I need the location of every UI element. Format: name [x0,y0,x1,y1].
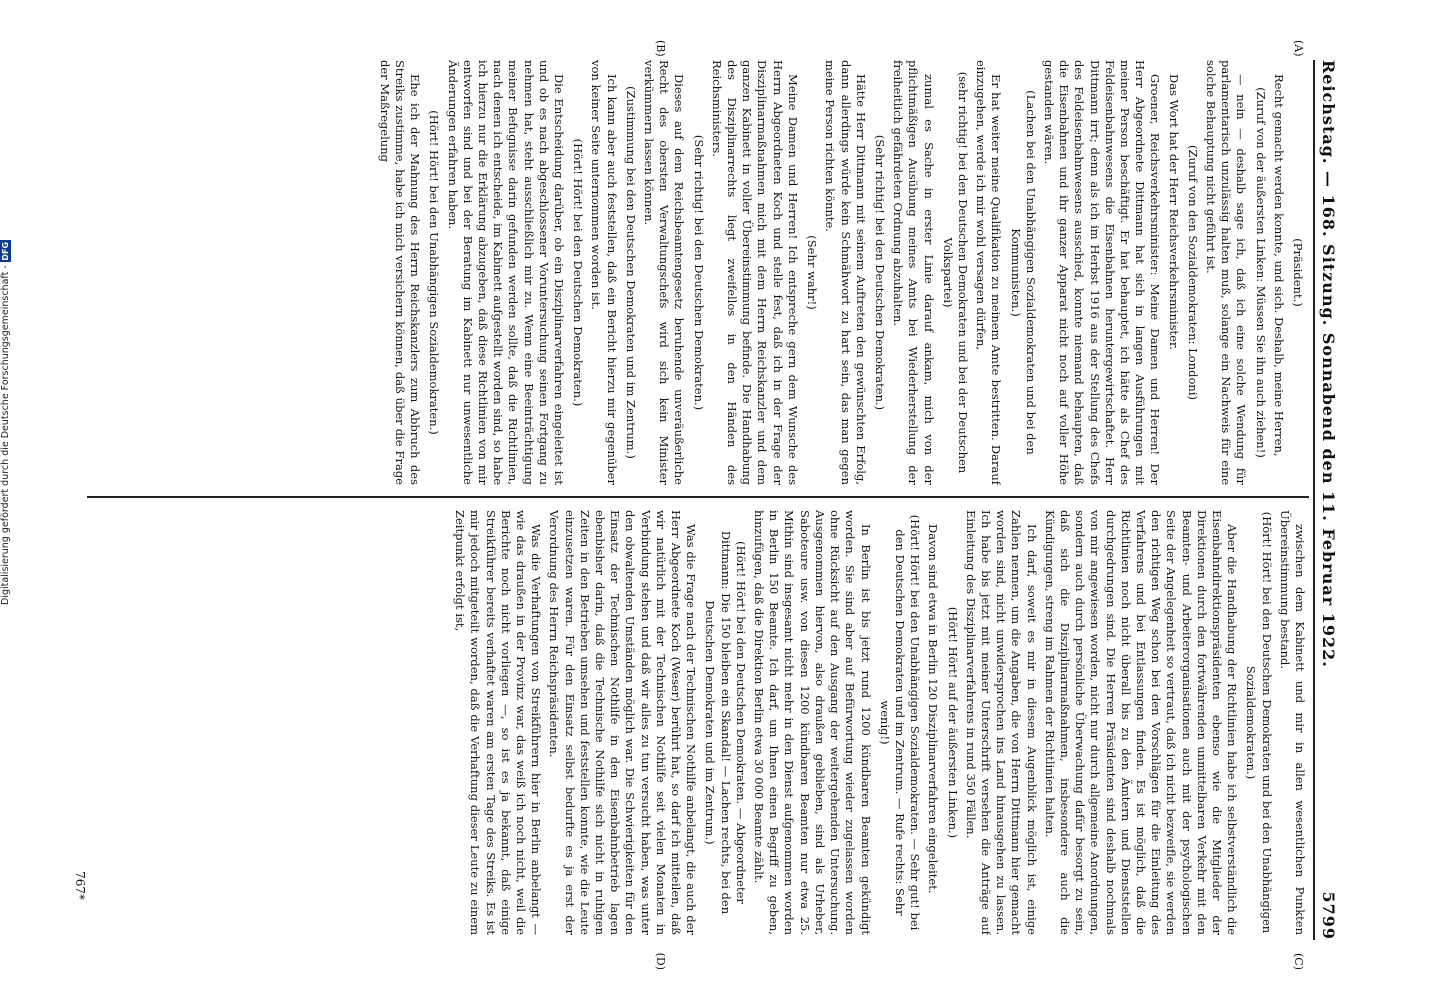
right-paragraph: Ich darf, soweit es mir in diesem Augenblick möglich ist, einige Zahlen nennen, um die Angaben, die von Herrn Dittmann hier gemacht worden sind, nicht unwidersprochen ins Land hinausgehen zu lassen. Ich habe bis jetzt mit meiner Unterschrift versehen die Anträge auf Einleitung des Disziplinarverfahrens in rund 350 Fällen. [963,510,1039,935]
marker-d: (D) [654,952,667,970]
page-number: 5799 [1319,891,1338,940]
right-paragraph: Aber die Handhabung der Richtlinien habe ich selbstverständlich die Eisenbahndirektionspräsidenten ebenso wie die Mitglieder der Direktionen durch den fortwährenden unmittelbaren Verkehr mit den Beamten- und Arbeiterorganisationen auch mit der psychologischen Seite der Angelegenheit so vertraut, daß ich nicht bezweifle, sie werden den richtigen Weg schon bei den Vorschlägen für die Einleitung des Verfahrens und bei Entlassungen finden. Es ist möglich, daß die Richtlinien noch nicht überall bis zu den Ämtern und Dienststellen durchgedrungen sind. Die Herren Präsidenten sind deshalb nochmals von mir angewiesen worden, nicht nur durch allgemeine Anordnungen, sondern auch durch persönliche Überwachung dafür besorgt zu sein, daß sich die Disziplinarmaßnahmen, insbesondere auch die Kündigungen, streng im Rahmen der Richtlinien halten. [1042,510,1240,935]
column-divider [87,496,1309,498]
dfg-logo: DFG [1,241,10,261]
left-paragraph: Dieses auf dem Reichsbeamtengesetz beruhende unveräußerliche Recht des obersten Verwaltungschefs wird sich kein Minister verkümmern lassen können. [642,60,687,485]
left-interjection: (Sehr richtig! bei den Deutschen Demokraten.) [872,134,887,411]
header-title: Reichstag. — 168. Sitzung. Sonnabend den 11. Februar 1922. [1319,60,1338,668]
left-paragraph: Recht gemacht werden konnte, und sich. Deshalb, meine Herren, [1271,74,1286,457]
left-paragraph: Meine Damen und Herren! Ich entspreche gern dem Wunsche des Herrn Abgeordneten Koch und stelle fest, daß ich in der Frage der Disziplinarmaßnahmen mich mit dem Herrn Reichskanzler und dem ganzen Kabinett in voller Übereinstimmung befinde. Die Handhabung des Disziplinarrechts liegt zweifellos in den Händen des Reichsministers. [709,60,800,485]
left-paragraph: — nein — deshalb sage ich, daß ich eine solche Wendung für parlamentarisch unzulässig halten muß, solange ein Nachweis für eine solche Behauptung nicht geführt ist. [1203,60,1249,485]
left-paragraph: Er hat weiter meine Qualifikation zu meinem Amte bestritten. Darauf einzugehen, werde ich mir wohl versagen dürfen, [974,60,1004,485]
left-paragraph: Ehe ich der Mahnung des Herrn Reichskanzlers zum Abbruch des Streiks zustimme, habe ich mich versichern können, daß über die Frage der Maßregelung [377,60,423,485]
left-paragraph: zumal es Sache in erster Linie darauf ankam, mich von der pflichtmäßigen Ausübung meines Amts bei Wiederherstellung der freiheitlich gefährdeten Ordnung abzuhalten. [891,60,936,485]
right-paragraph: zwischen dem Kabinett und mir in allen wesentlichen Punkten Übereinstimmung bestand. [1277,510,1307,935]
left-paragraph: Die Entscheidung darüber, ob ein Disziplinarverfahren eingeleitet ist und ob es nach abgeschlossener Voruntersuchung seinen Fortgang zu nehmen hat, steht ausschließlich mir zu. Wenn eine Beeinträchtigung meiner Befugnisse darin gefunden werden sollte, daß die Richtlinien, nach denen ich entscheide, im Kabinett aufgestellt worden sind, so habe ich hierzu nur die Erklärung abzugeben, daß diese Richtlinien von mir entworfen sind und bei der Beratung im Kabinett nur unwesentliche Änderungen erfahren haben. [445,60,567,485]
marker-a: (A) [1292,40,1305,57]
right-paragraph: Davon sind etwa in Berlin 120 Disziplinarverfahren eingeleitet. [926,524,941,894]
credit-text: Digitalisierung gefördert durch die Deutsche Forschungsgemeinschaft - [0,265,11,605]
right-paragraph: Was die Frage nach der Technischen Nothilfe anbelangt, die auch der Herr Abgeordnete Koch (Weser) berührt hat, so darf ich mitteilen, daß wir natürlich mit der Technischen Nothilfe seit vielen Monaten in Verbindung stehen und daß wir alles zu tun versucht haben, was unter den obwaltenden Umständen möglich war. Die Schwierigkeiten für den Einsatz der Technischen Nothilfe in den Eisenbahnbetrieb lagen ebenbisher darin, daß die Technische Nothilfe sich nicht in ruhigen Zeiten in den Betrieben umsehen und feststellen konnte, wie die Leute einzusetzen waren. Für den Einsatz selbst bedurfte es ja erst der Verordnung des Herrn Reichspräsidenten. [547,510,699,935]
rotated-newspaper-page [67,20,1367,980]
signature-mark: 767* [73,871,87,900]
left-interjection: (sehr richtig! bei den Deutschen Demokraten und bei der Deutschen Volkspartei) [940,71,970,474]
left-interjection: (Zuruf von den Sozialdemokraten: Londoni) [1185,145,1200,400]
marker-c: (C) [1292,953,1305,970]
right-column [87,510,1307,935]
left-column [87,60,1307,485]
left-interjection: (Präsident.) [1291,238,1305,307]
right-paragraph: Was die Verhaftungen von Streikführern hier in Berlin anbelangt — wie das draußen in der Provinz war, das weiß ich noch nicht, weil die Berichte noch nicht vorliegen —, so ist es ja bekannt, daß einige Streikführer bereits verhaftet waren am ersten Tage des Streiks. Es ist mir jedoch mitgeteilt worden, daß die Verhaftung dieser Leute zu einem Zeitpunkt erfolgt ist, [453,510,544,935]
left-interjection: (Zustimmung bei den Deutschen Demokraten und im Zentrum.) [623,86,638,459]
right-interjection: (Hört! Hört! auf der äußersten Linken.) [945,606,960,839]
left-interjection: (Zuruf von der äußersten Linken: Müssen Sie ihn auch ziehen!) [1253,87,1268,458]
left-interjection: (Hört! Hört! bei den Unabhängigen Sozialdemokraten.) [427,110,442,435]
left-interjection: (Lachen bei den Unabhängigen Sozialdemokraten und bei den Kommunisten.) [1008,90,1038,455]
left-paragraph: Das Wort hat der Herr Reichsverkehrsminister. [1166,74,1181,350]
right-interjection: (Hört! Hört! bei den Deutschen Demokraten. — Abgeordneter Dittmann: Die 150 bleiben ein Skandal! — Lachen rechts, bei den Deutschen Demokraten und im Zentrum.) [703,530,748,915]
left-interjection: (Sehr richtig! bei den Deutschen Demokraten.) [691,134,706,411]
marker-b: (B) [654,40,667,57]
right-interjection: (Hört! Hört! bei den Unabhängigen Sozialdemokraten. — Sehr gut! bei den Deutschen Demokraten und im Zentrum. — Rufe rechts: Sehr wenig!) [877,514,923,931]
left-paragraph: Groener, Reichsverkehrsminister: Meine Damen und Herren! Der Herr Abgeordnete Dittmann hat sich in langen Ausführungen mit meiner Person beschäftigt. Er hat behauptet, ich hätte als Chef des Feldeisenbahnwesens die Eisenbahnen heruntergewirtschaftet. Herr Dittmann irrt; denn als ich im Herbst 1916 aus der Stellung des Chefs des Feldeisenbahnwesens ausschied, konnte niemand behaupten, daß die Eisenbahnen und ihr ganzer Apparat nicht noch auf voller Höhe gestanden wären. [1041,60,1163,485]
left-paragraph: Hätte Herr Dittmann mit seinem Auftreten den gewünschten Erfolg, dann allerdings würde kein Schmähwort zu hart sein, das man gegen meine Person richten könnte. [823,60,868,485]
left-interjection: (Sehr wahr!) [805,235,820,310]
digitization-credit [0,215,16,605]
page-header [1313,60,1349,940]
right-paragraph: In Berlin ist bis jetzt rund 1200 kündbaren Beamten gekündigt worden. Sie sind aber auf Befürwortung wieder zugelassen worden ohne Rücksicht auf den Ausgang der weitergehenden Untersuchung. Ausgenommen hiervon, also draußen geblieben, sind als Urheber, Saboteure usw. von diesen 1200 kündbaren Beamten nur etwa 25. Mithin sind insgesamt nicht mehr in den Dienst aufgenommen worden in Berlin 150 Beamte. Ich darf, um Ihnen einen Begriff zu geben, hinzufügen, daß die Direktion Berlin etwa 30 000 Beamte zählt. [752,510,873,935]
left-interjection: (Hört! Hört! bei den Deutschen Demokraten.) [571,138,586,407]
right-interjection: (Hört! Hört! bei den Deutschen Demokraten und bei den Unabhängigen Sozialdemokraten.) [1244,511,1274,934]
left-paragraph: Ich kann aber auch feststellen, daß ein Bericht hierzu mir gegenüber von keiner Seite unternommen worden ist. [589,60,619,485]
